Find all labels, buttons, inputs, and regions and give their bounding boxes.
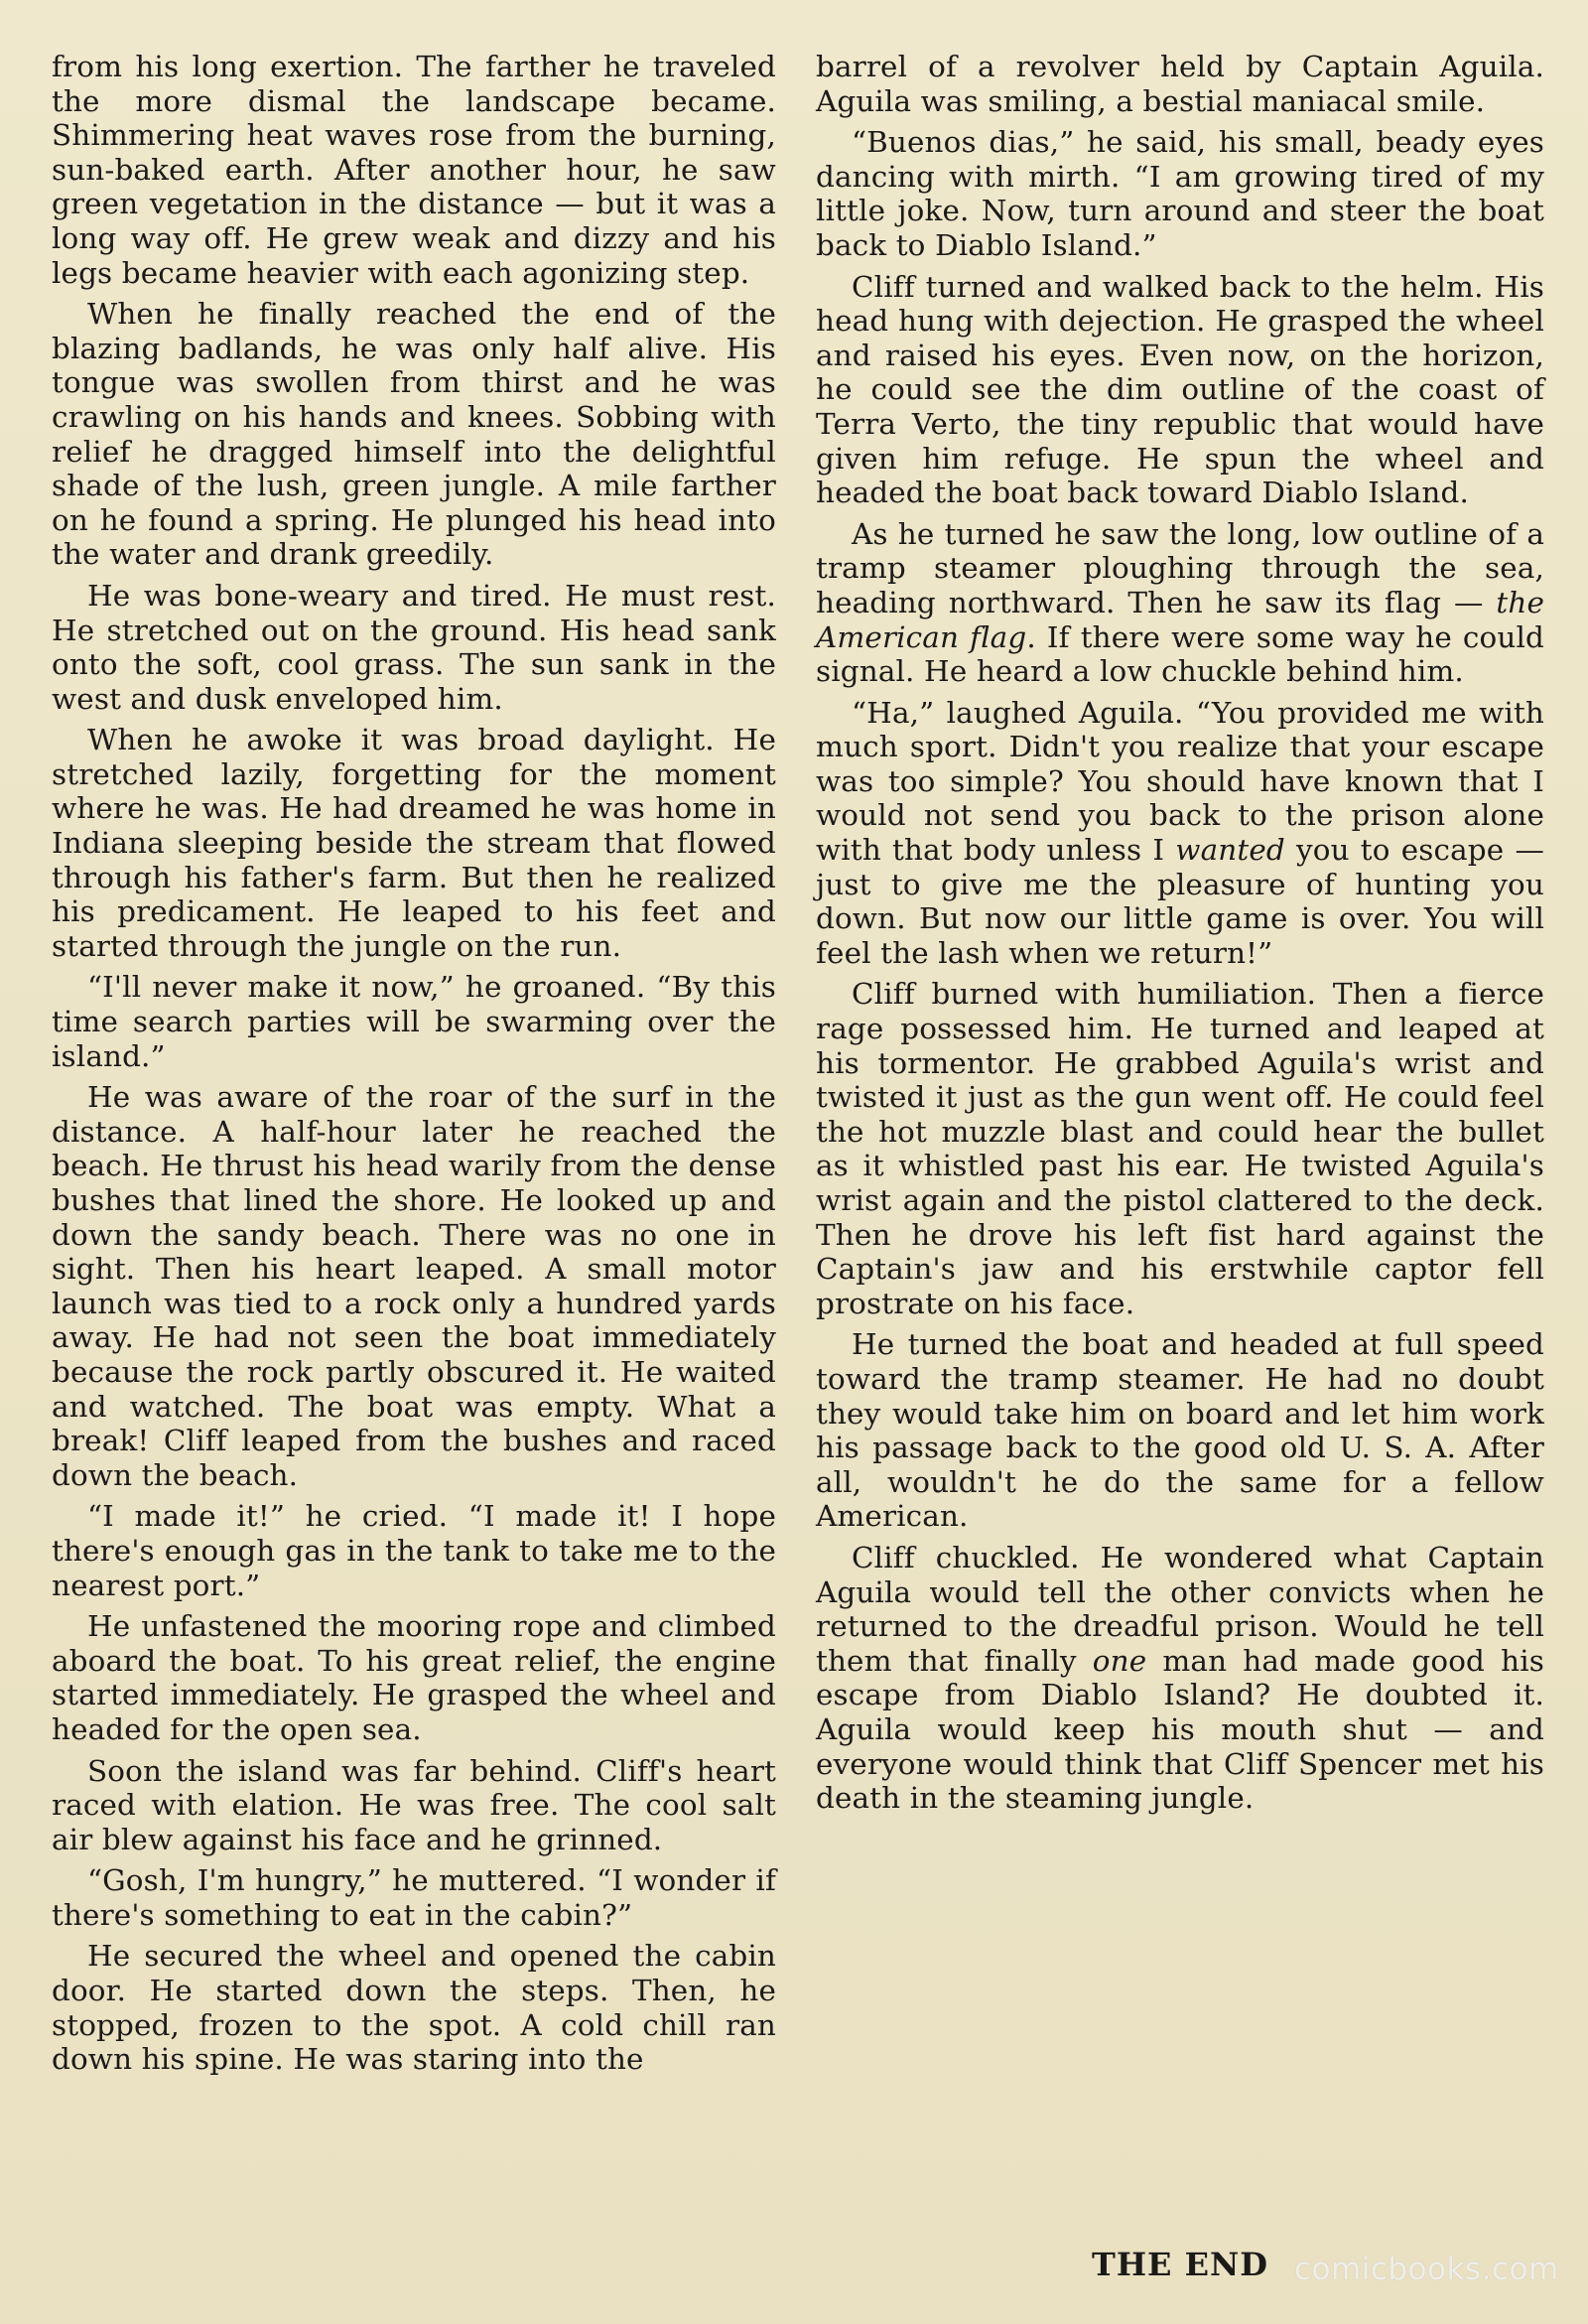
- right-column: [816, 50, 1544, 1823]
- paragraph: “I'll never make it now,” he groaned. “By this time search parties will be swarming over the island.”: [52, 970, 776, 1073]
- paragraph: He was aware of the roar of the surf in the distance. A half-hour later he reached the beach. He thrust his head warily from the dense bushes that lined the shore. He looked up and down the sandy beach. There was no one in sight. Then his heart leaped. A small motor launch was tied to a rock only a hundred yards away. He had not seen the boat immediately because the rock partly obscured it. He waited and watched. The boat was empty. What a break! Cliff leaped from the bushes and raced down the beach.: [52, 1080, 776, 1492]
- left-column: [52, 50, 776, 2084]
- paragraph: He secured the wheel and opened the cabin door. He started down the steps. Then, he stopped, frozen to the spot. A cold chill ran down his spine. He was staring into the: [52, 1939, 776, 2077]
- paragraph: Cliff burned with humiliation. Then a fierce rage possessed him. He turned and leaped at his tormentor. He grabbed Aguila's wrist and twisted it just as the gun went off. He could feel the hot muzzle blast and could hear the bullet as it whistled past his ear. He twisted Aguila's wrist again and the pistol clattered to the deck. Then he drove his left fist hard against the Captain's jaw and his erstwhile captor fell prostrate on his face.: [816, 977, 1544, 1320]
- paragraph: He turned the boat and headed at full speed toward the tramp steamer. He had no doubt they would take him on board and let him work his passage back to the good old U. S. A. After all, wouldn't he do the same for a fellow American.: [816, 1327, 1544, 1534]
- text-run: “Ha,” laughed Aguila. “You provided me with much sport. Didn't you realize that your escape was too simple? You should have known that I would not send you back to the prison alone with that body unless I: [816, 695, 1544, 868]
- paragraph: “Gosh, I'm hungry,” he muttered. “I wonder if there's something to eat in the cabin?”: [52, 1863, 776, 1932]
- paragraph: barrel of a revolver held by Captain Aguila. Aguila was smiling, a bestial maniacal smile.: [816, 50, 1544, 118]
- paragraph: [816, 517, 1544, 689]
- paragraph: Cliff turned and walked back to the helm. His head hung with dejection. He grasped the wheel and raised his eyes. Even now, on the horizon, he could see the dim outline of the coast of Terra Verto, the tiny republic that would have given him refuge. He spun the wheel and headed the boat back toward Diablo Island.: [816, 269, 1544, 510]
- emphasis-text: wanted: [1175, 833, 1285, 868]
- text-run: Cliff chuckled. He wondered what Captain Aguila would tell the other convicts when he returned to the dreadful prison. Would he tell them that finally: [816, 1540, 1544, 1678]
- text-run: man had made good his escape from Diablo Island? He doubted it. Aguila would keep his mouth shut — and everyone would think that Cliff Spencer met his death in the steaming jungle.: [816, 1643, 1544, 1816]
- paragraph: When he finally reached the end of the blazing badlands, he was only half alive. His tongue was swollen from thirst and he was crawling on his hands and knees. Sobbing with relief he dragged himself into the delightful shade of the lush, green jungle. A mile farther on he found a spring. He plunged his head into the water and drank greedily.: [52, 297, 776, 572]
- watermark: comicbooks.com: [1294, 2252, 1559, 2287]
- paragraph: When he awoke it was broad daylight. He stretched lazily, forgetting for the moment where he was. He had dreamed he was home in Indiana sleeping beside the stream that flowed through his father's farm. But then he realized his predicament. He leaped to his feet and started through the jungle on the run.: [52, 723, 776, 963]
- paragraph: “I made it!” he cried. “I made it! I hope there's enough gas in the tank to take me to the nearest port.”: [52, 1499, 776, 1602]
- text-run: . If there were some way he could signal. He heard a low chuckle behind him.: [816, 619, 1544, 689]
- emphasis-text: one: [1092, 1643, 1147, 1678]
- paragraph: Soon the island was far behind. Cliff's heart raced with elation. He was free. The cool salt air blew against his face and he grinned.: [52, 1753, 776, 1856]
- paragraph: from his long exertion. The farther he traveled the more dismal the landscape became. Shimmering heat waves rose from the burning, sun-baked earth. After another hour, he saw green vegetation in the distance — but it was a long way off. He grew weak and dizzy and his legs became heavier with each agonizing step.: [52, 50, 776, 290]
- paragraph: “Buenos dias,” he said, his small, beady eyes dancing with mirth. “I am growing tired of my little joke. Now, turn around and steer the boat back to Diablo Island.”: [816, 125, 1544, 262]
- the-end-label: THE END: [1092, 2246, 1268, 2283]
- emphasis-text: the American flag: [816, 585, 1544, 654]
- text-run: you to escape — just to give me the pleasure of hunting you down. But now our little game is over. You will feel the lash when we return!”: [816, 833, 1544, 970]
- text-run: As he turned he saw the long, low outline of a tramp steamer ploughing through the sea, heading northward. Then he saw its flag —: [816, 516, 1544, 619]
- paragraph: He unfastened the mooring rope and climbed aboard the boat. To his great relief, the engine started immediately. He grasped the wheel and headed for the open sea.: [52, 1609, 776, 1746]
- paragraph: He was bone-weary and tired. He must rest. He stretched out on the ground. His head sank onto the soft, cool grass. The sun sank in the west and dusk enveloped him.: [52, 578, 776, 716]
- paragraph: [816, 696, 1544, 971]
- paragraph: [816, 1541, 1544, 1816]
